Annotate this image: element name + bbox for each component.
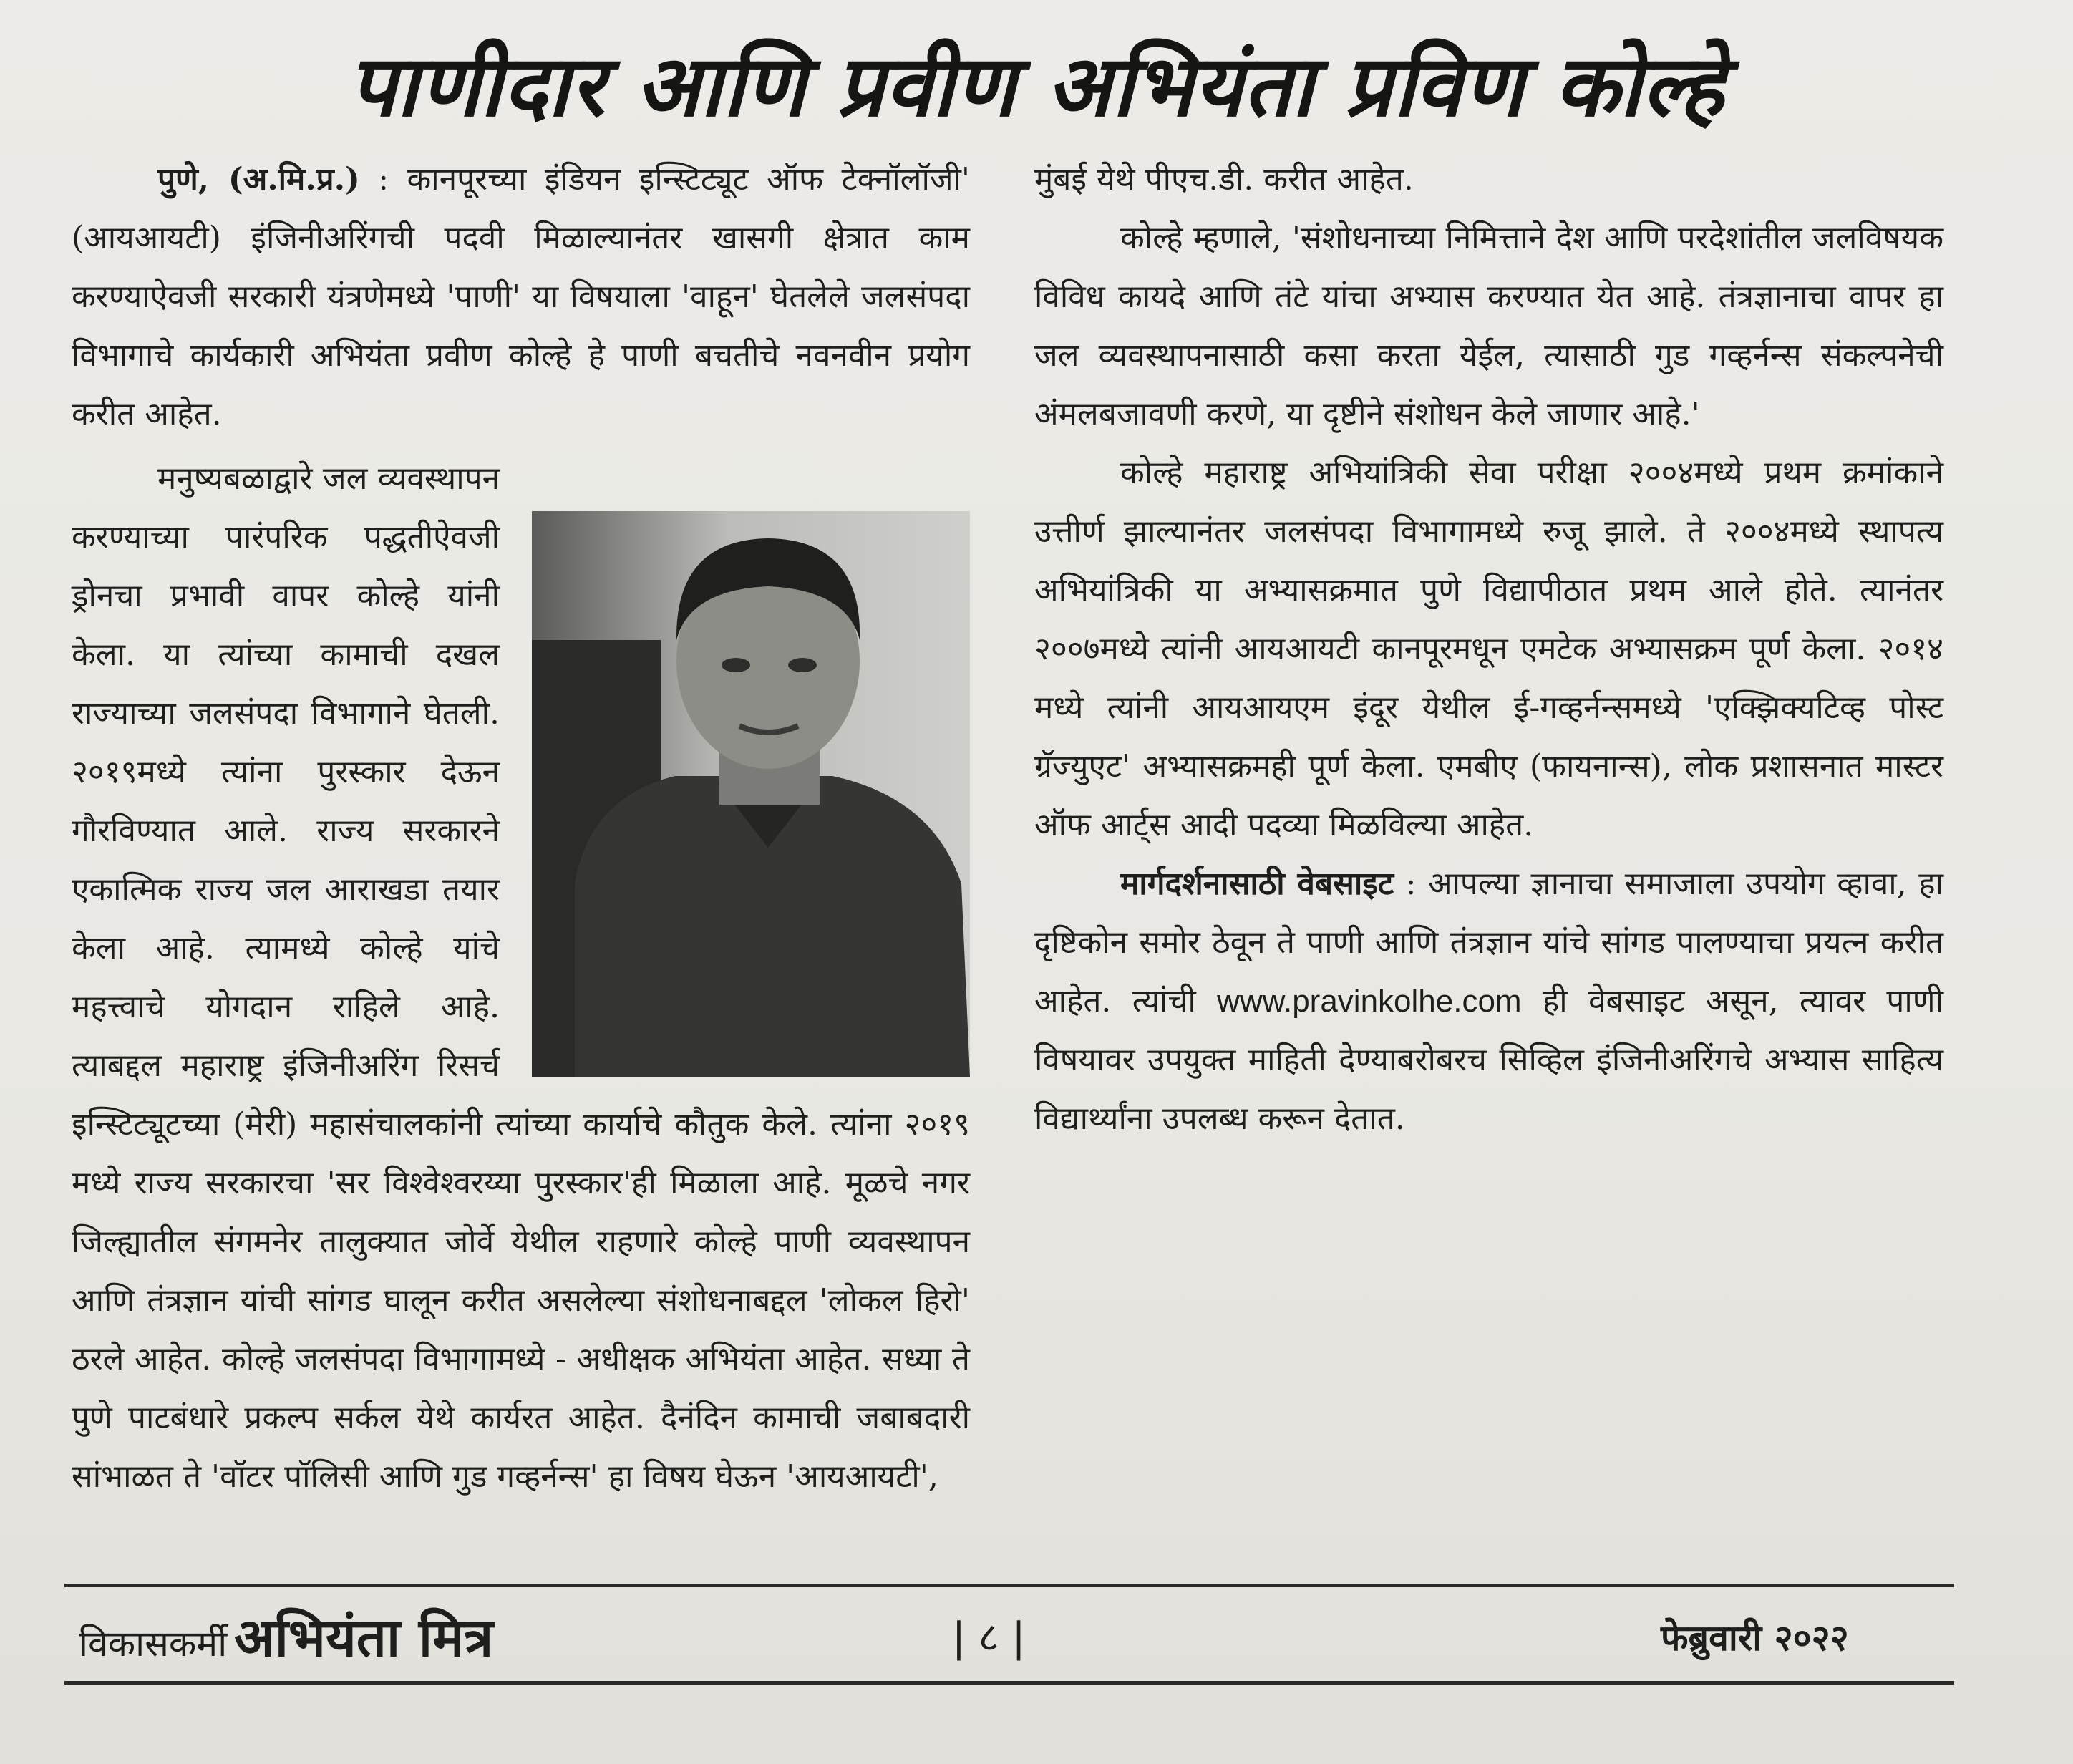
left-column	[72, 150, 970, 1506]
footer-rule-bottom	[64, 1681, 1954, 1685]
portrait-photo	[532, 511, 970, 1077]
phd-line: मुंबई येथे पीएच.डी. करीत आहेत.	[1034, 161, 1414, 198]
website-url: www.pravinkolhe.com	[1217, 984, 1522, 1019]
website-subheading: मार्गदर्शनासाठी वेबसाइट	[1120, 866, 1394, 902]
career-text: कोल्हे महाराष्ट्र अभियांत्रिकी सेवा परीक्षा २००४मध्ये प्रथम क्रमांकाने उत्तीर्ण झाल्यानंतर जलसंपदा विभागामध्ये रुजू झाले. ते २००४मध्ये स्थापत्य अभियांत्रिकी या अभ्यासक्रमात पुणे विद्यापीठात प्रथम आले होते. त्यानंतर २००७मध्ये त्यांनी आयआयटी कानपूरमधून एमटेक अभ्यासक्रम पूर्ण केला. २०१४ मध्ये त्यांनी आयआयएम इंदूर येथील ई-गव्हर्नन्समध्ये 'एक्झिक्यटिव्ह पोस्ट ग्रॅज्युएट' अभ्यासक्रमही पूर्ण केला. एमबीए (फायनान्स), लोक प्रशासनात मास्टर ऑफ आर्ट्स आदी पदव्या मिळविल्या आहेत.	[1034, 455, 1943, 843]
footer-brand-small: विकासकर्मी	[79, 1623, 228, 1664]
intro-paragraph	[72, 150, 970, 444]
quote-paragraph: कोल्हे म्हणाले, 'संशोधनाच्या निमित्ताने देश आणि परदेशांतील जलविषयक विविध कायदे आणि तंटे यांचा अभ्यास करण्यात येत आहे. तंत्रज्ञानाचा वापर हा जल व्यवस्थापनासाठी कसा करता येईल, त्यासाठी गुड गव्हर्नन्स संकल्पनेची अंमलबजावणी करणे, या दृष्टीने संशोधन केले जाणार आहे.'	[1034, 220, 1943, 432]
article-headline: पाणीदार आणि प्रवीण अभियंता प्रविण कोल्हे	[348, 37, 1725, 135]
website-text-a: : आपल्या ज्ञानाचा समाजाला उपयोग व्हावा, हा दृष्टिकोन समोर ठेवून ते पाणी आणि तंत्रज्ञान यांचे सांगड पालण्याचा प्रयत्न करीत आहेत. त्यांची	[1034, 866, 1943, 1019]
right-column	[1034, 150, 1943, 1148]
website-paragraph	[1034, 855, 1943, 1148]
person-portrait-image	[532, 511, 970, 1077]
footer-date: फेब्रुवारी २०२२	[1661, 1617, 1849, 1659]
footer-page-number: | ८ |	[952, 1614, 1026, 1661]
career-paragraph	[1034, 444, 1943, 855]
drone-paragraph	[72, 450, 970, 1506]
dateline: पुणे, (अ.मि.प्र.)	[157, 161, 360, 198]
intro-text: : कानपूरच्या इंडियन इन्स्टिट्यूट ऑफ टेक्नॉलॉजी' (आयआयटी) इंजिनीअरिंगची पदवी मिळाल्यानंतर खासगी क्षेत्रात काम करण्याऐवजी सरकारी यंत्रणेमध्ये 'पाणी' या विषयाला 'वाहून' घेतलेले जलसंपदा विभागाचे कार्यकारी अभियंता प्रवीण कोल्हे हे पाणी बचतीचे नवनवीन प्रयोग करीत आहेत.	[72, 161, 970, 432]
website-text-b: ही वेबसाइट असून, त्यावर पाणी विषयावर उपयुक्त माहिती देण्याबरोबरच सिव्हिल इंजिनीअरिंगचे अभ्यास साहित्य विद्यार्थ्यांना उपलब्ध करून देतात.	[1034, 983, 1943, 1137]
footer-rule-top	[64, 1584, 1954, 1587]
footer-brand-big: अभियंता मित्र	[234, 1607, 494, 1669]
drone-text: मनुष्यबळाद्वारे जल व्यवस्थापन करण्याच्या पारंपरिक पद्धतीऐवजी ड्रोनचा प्रभावी वापर कोल्हे यांनी केला. या त्यांच्या कामाची दखल राज्याच्या जलसंपदा विभागाने घेतली. २०१९मध्ये त्यांना पुरस्कार देऊन गौरविण्यात आले. राज्य सरकारने एकात्मिक राज्य जल आराखडा तयार केला आहे. त्यामध्ये कोल्हे यांचे महत्त्वाचे योगदान राहिले आहे. त्याबद्दल महाराष्ट्र इंजिनीअरिंग रिसर्च इन्स्टिट्यूटच्या (मेरी) महासंचालकांनी त्यांच्या कार्याचे कौतुक केले. त्यांना २०१९ मध्ये राज्य सरकारचा 'सर विश्वेश्वरय्या पुरस्कार'ही मिळाला आहे. मूळचे नगर जिल्ह्यातील संगमनेर तालुक्यात जोर्वे येथील राहणारे कोल्हे पाणी व्यवस्थापन आणि तंत्रज्ञान यांची सांगड घालून करीत असलेल्या संशोधनाबद्दल 'लोकल हिरो' ठरले आहेत. कोल्हे जलसंपदा विभागामध्ये - अधीक्षक अभियंता आहेत. सध्या ते पुणे पाटबंधारे प्रकल्प सर्कल येथे कार्यरत आहेत. दैनंदिन कामाची जबाबदारी सांभाळत ते 'वॉटर पॉलिसी आणि गुड गव्हर्नन्स' हा विषय घेऊन 'आयआयटी',	[72, 460, 970, 1495]
footer-publication	[79, 1602, 493, 1674]
